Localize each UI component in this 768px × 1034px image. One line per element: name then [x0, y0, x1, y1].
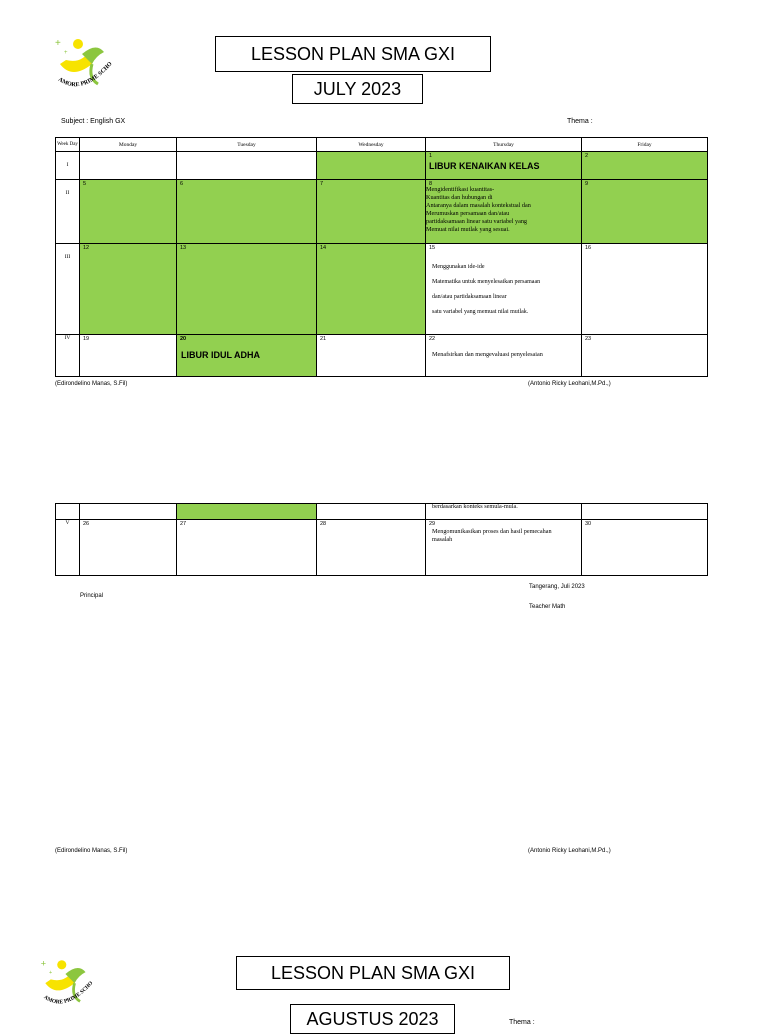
day-cell	[317, 244, 426, 335]
day-number: 26	[83, 521, 90, 527]
day-number: 19	[83, 336, 90, 342]
day-cell	[80, 504, 177, 520]
subject-label: Subject : English GX	[61, 118, 126, 125]
day-cell	[582, 504, 708, 520]
day-number: 23	[585, 336, 592, 342]
day-number: 12	[83, 245, 90, 251]
thema-label: Thema :	[509, 1019, 535, 1026]
svg-text:+: +	[64, 50, 68, 56]
col-thursday: Thursday	[426, 138, 582, 152]
day-number: 20	[180, 336, 187, 342]
lesson-note: satu variabel yang memuat nilai mutlak.	[432, 309, 529, 315]
day-number: 2	[585, 153, 589, 159]
week-label: II	[56, 180, 80, 244]
day-cell	[317, 520, 426, 576]
school-logo	[52, 34, 122, 96]
day-cell	[317, 504, 426, 520]
day-cell	[80, 335, 177, 377]
week-row-1	[56, 152, 708, 180]
day-cell	[80, 244, 177, 335]
col-friday: Friday	[582, 138, 708, 152]
day-cell	[426, 520, 582, 576]
page-title	[236, 956, 510, 990]
page-title-text: LESSON PLAN SMA GXI	[250, 44, 456, 64]
month-title	[290, 1004, 455, 1034]
day-number: 5	[83, 181, 87, 187]
school-logo	[38, 953, 102, 1015]
signature-left: (Edirondelino Manas, S.Fil)	[55, 381, 128, 387]
day-cell	[80, 520, 177, 576]
page-title-text: LESSON PLAN SMA GXI	[270, 963, 476, 983]
col-wednesday: Wednesday	[317, 138, 426, 152]
day-cell	[177, 180, 317, 244]
day-number: 27	[180, 521, 187, 527]
principal-label: Principal	[80, 593, 104, 599]
month-title-text: AGUSTUS 2023	[306, 1009, 439, 1029]
day-cell	[177, 335, 317, 377]
week-row-4	[56, 335, 708, 377]
calendar-table-july	[55, 137, 708, 377]
week-row-3	[56, 244, 708, 335]
day-cell	[582, 180, 708, 244]
day-cell	[177, 504, 317, 520]
day-cell	[426, 152, 582, 180]
week-label-text: IV	[64, 335, 71, 341]
day-cell	[426, 180, 582, 244]
lesson-note: berdasarkan konteks semula-mula.	[432, 503, 518, 510]
day-cell	[177, 152, 317, 180]
logo-text: AMORE PRIME SCHO	[42, 980, 95, 1006]
col-monday: Monday	[80, 138, 177, 152]
continued-row	[56, 504, 708, 520]
holiday-label: LIBUR KENAIKAN KELAS	[429, 161, 540, 171]
week-label: III	[56, 244, 80, 335]
day-number: 21	[320, 336, 327, 342]
day-cell	[80, 152, 177, 180]
signature-right: (Antonio Ricky Leohani,M.Pd.,)	[528, 848, 611, 854]
day-cell	[426, 244, 582, 335]
lesson-note: Matematika untuk menyelesaikan persamaan	[432, 279, 541, 285]
day-number: 6	[180, 181, 184, 187]
day-cell	[317, 152, 426, 180]
day-cell	[582, 244, 708, 335]
col-tuesday: Tuesday	[177, 138, 317, 152]
calendar-table-july-continued	[55, 503, 708, 576]
day-cell	[426, 504, 582, 520]
month-title	[292, 74, 423, 104]
day-cell	[177, 244, 317, 335]
lesson-note: Mengidentifikasi kuantitas- Kuantitas dan hubungan di Antaranya dalam masalah kontekstual dan Merumuskan persamaan dan/atau partidaksamaan linear satu variabel yang Memuat nilai mutlak yang sesuai.	[426, 186, 531, 233]
lesson-note: Menggunakan ide-ide	[432, 264, 485, 270]
day-cell	[582, 520, 708, 576]
day-number: 16	[585, 245, 592, 251]
day-number: 8	[429, 181, 433, 187]
day-cell	[317, 335, 426, 377]
month-title-text: JULY 2023	[313, 79, 402, 99]
day-number: 28	[320, 521, 327, 527]
logo-text: AMORE PRIME SCHO	[56, 61, 114, 89]
signature-left: (Edirondelino Manas, S.Fil)	[55, 848, 128, 854]
day-cell	[317, 180, 426, 244]
day-number: 30	[585, 521, 592, 527]
day-number: 14	[320, 245, 327, 251]
day-number: 22	[429, 336, 436, 342]
page-title	[215, 36, 491, 72]
day-number: 7	[320, 181, 324, 187]
thema-label: Thema :	[567, 118, 593, 125]
week-label	[56, 504, 80, 520]
week-label	[56, 520, 80, 576]
signature-right: (Antonio Ricky Leohani,M.Pd.,)	[528, 381, 611, 387]
day-number: 13	[180, 245, 187, 251]
lesson-note: Mengomunikasikan proses dan hasil pemecahan masalah	[432, 528, 552, 543]
svg-text:+: +	[40, 958, 47, 969]
lesson-note: dan/atau partidaksamaan linear	[432, 294, 507, 300]
day-number: 29	[429, 521, 436, 527]
day-cell	[177, 520, 317, 576]
teacher-label: Teacher Math	[529, 604, 566, 610]
week-row-2	[56, 180, 708, 244]
day-cell	[80, 180, 177, 244]
week-row-5	[56, 520, 708, 576]
header-row	[56, 138, 708, 152]
day-number: 9	[585, 181, 589, 187]
svg-text:+: +	[48, 969, 53, 976]
day-cell	[426, 335, 582, 377]
svg-text:+: +	[55, 38, 61, 49]
day-number: 15	[429, 245, 436, 251]
lesson-note: Menafsirkan dan mengevaluasi penyelesaian	[432, 351, 543, 358]
week-label-text: V	[65, 520, 70, 526]
day-cell	[582, 335, 708, 377]
day-number: 1	[429, 153, 433, 159]
col-weekday: Week Day	[56, 138, 80, 152]
holiday-label: LIBUR IDUL ADHA	[181, 350, 260, 360]
day-cell	[582, 152, 708, 180]
week-label: I	[56, 152, 80, 180]
week-label	[56, 335, 80, 377]
place-date: Tangerang, Juli 2023	[529, 584, 585, 590]
